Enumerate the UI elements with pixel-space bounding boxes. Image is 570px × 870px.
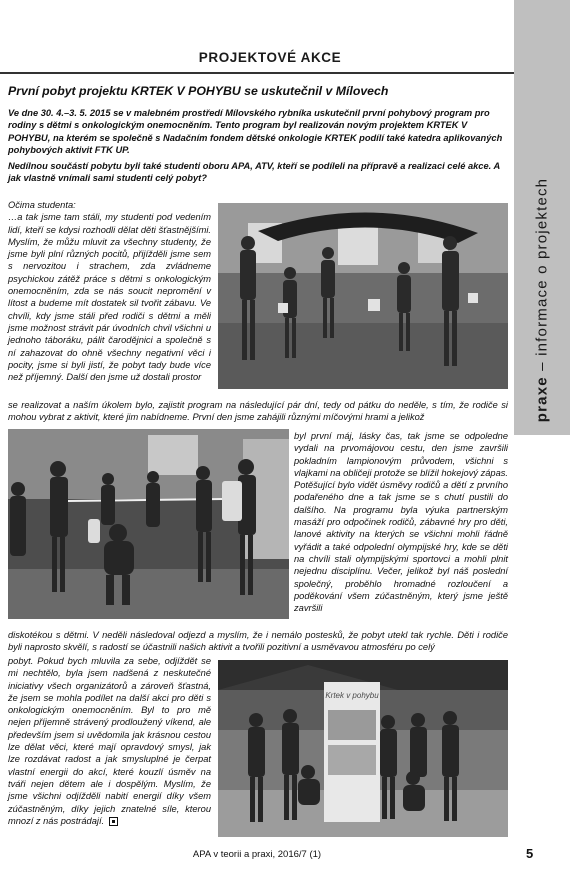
lead-paragraph-1: Ve dne 30. 4.–3. 5. 2015 se v malebném prostředí Mílovského rybníka uskutečnil první pohybový program pro rodiny s dětmi s onkologickým onemocněním. Tento program byl realizován novým projektem KRTEK V POHYBU, na kterém se společně s Nadačním fondem dětské onkologie KRTEK podílí také katedra aplikovaných pohybových aktivit FTK UP. — [8, 108, 503, 155]
section-title: PROJEKTOVÉ AKCE — [198, 50, 342, 65]
body-text-col1: …a tak jsme tam stáli, my studenti pod vedením lidí, kteří se kdysi rozhodli dělat děti šťastnějšími. Myslím, že můžu mluvit za všechny studenty, že jsme byli plní různých pocitů, přijížděli jsme sem s nervozitou i strachem, zda zvládneme psychickou zátěž práce s dětmi s onkologickým onemocněním, zda se nás soucit nepromění v lítost a budeme mít dostatek sil tvořit zábavu. Ve chvíli, kdy jsme stáli před rodiči s dětmi a měli jsme možnost strávit pár úvodních chvil všichni u jednoho táboráku, pálit čarodějnici a společně s ní zahazovat do ohně všechny negativní věci i pocity, jsme si byli jistí, že pobyt tady bude více než příjemný. Další den jsme už dostali prostor — [8, 212, 211, 383]
end-mark-icon — [109, 817, 118, 826]
body-column-2: byl první máj, lásky čas, tak jsme se odpoledne vydali na prvomájovou cestu, den jsme završili pokladním lampionovým průvodem, všichni s vlajkami na obličeji protože se blížil hokejový zápas. Potěšující bylo vidět úsměvy rodičů a dětí z prvního podařeného dne a tak jsme se s chutí pustili do dalšího. Na programu byla výuka partnerským masáží pro odpočinek rodičů, zábavné hry pro děti, lanové aktivity na kterých se všichni mohli řádně vyřádit a také odpolední olympijské hry, kde se děti na chvíli stali olympijskými sportovci a mohli plnit nejednu disciplínu. Večer, jelikož byl náš poslední společný, proběhlo hromadné rozloučení a poděkování všem zúčastněným, který jsme ještě završili — [294, 431, 508, 614]
body-text-full-1: se realizovat a naším úkolem bylo, zajistit program na následující pár dní, tedy od pátku do neděle, s tím, že rodiče si mohou vybrat z aktivit, které jim nabídneme. První den jsme zahájili různými míčovými hrami a jelikož — [8, 400, 508, 423]
sidebar-label-rest: – informace o projektech — [533, 177, 551, 377]
intro-label: Očima studenta: — [8, 200, 76, 210]
banner-text: Krtek v pohybu — [325, 691, 379, 700]
body-column-3 — [8, 655, 211, 827]
article-headline: První pobyt projektu KRTEK V POHYBU se uskutečnil v Mílovech — [8, 84, 389, 98]
page-footer: APA v teorii a praxi, 2016/7 (1) — [192, 849, 322, 860]
body-text-col3: pobyt. Pokud bych mluvila za sebe, odjíždět se mi nechtělo, byla jsem nadšená z neskutečné iniciativy všech organizátorů a zároveň šťastná, že jsem se mohla podílet na další akci pro děti s onkologickým onemocněním. Byl to pro mě nejen příjemně strávený prodloužený víkend, ale především jsem si uvědomila jak krásnou cestou lze dělat věci, které mají opravdový smysl, jak lze rozdávat radost a jak smysluplné je čerpat vlastní energii do akcí, které kouzlí úsměv na tváři nejen dětem ale i dospělým. Myslím, že jsme všichni odjížděli nabití energií díky všem zúčastněným, díky jejich znatelné síle, kterou mnozí z nás postrádají. — [8, 656, 211, 826]
article-lead — [8, 107, 508, 189]
page-number: 5 — [526, 846, 534, 861]
body-text-full-2: diskotékou s dětmi. V neděli následoval odjezd a myslím, že i nemálo postesků, že pobyt utekl tak rychle. Děti i rodiče byli naprosto skvělí, s radostí se účastnili našich aktivit a tvořili pozitivní a usměvavou atmosféru po celý — [8, 630, 508, 653]
photo-parachute-game — [218, 203, 508, 389]
body-column-1 — [8, 199, 211, 383]
lead-paragraph-2: Nedílnou součástí pobytu byli také studenti oboru APA, ATV, kteří se podíleli na přípravě a realizaci celé akce. A jak vlastně vnímali sami studenti celý pobyt? — [8, 161, 500, 184]
title-rule — [0, 72, 514, 74]
photo-group-banner — [218, 660, 508, 837]
sidebar-label-bold: praxe — [533, 376, 551, 423]
sidebar-label — [514, 0, 570, 435]
photo-group-rope-game — [8, 429, 289, 619]
